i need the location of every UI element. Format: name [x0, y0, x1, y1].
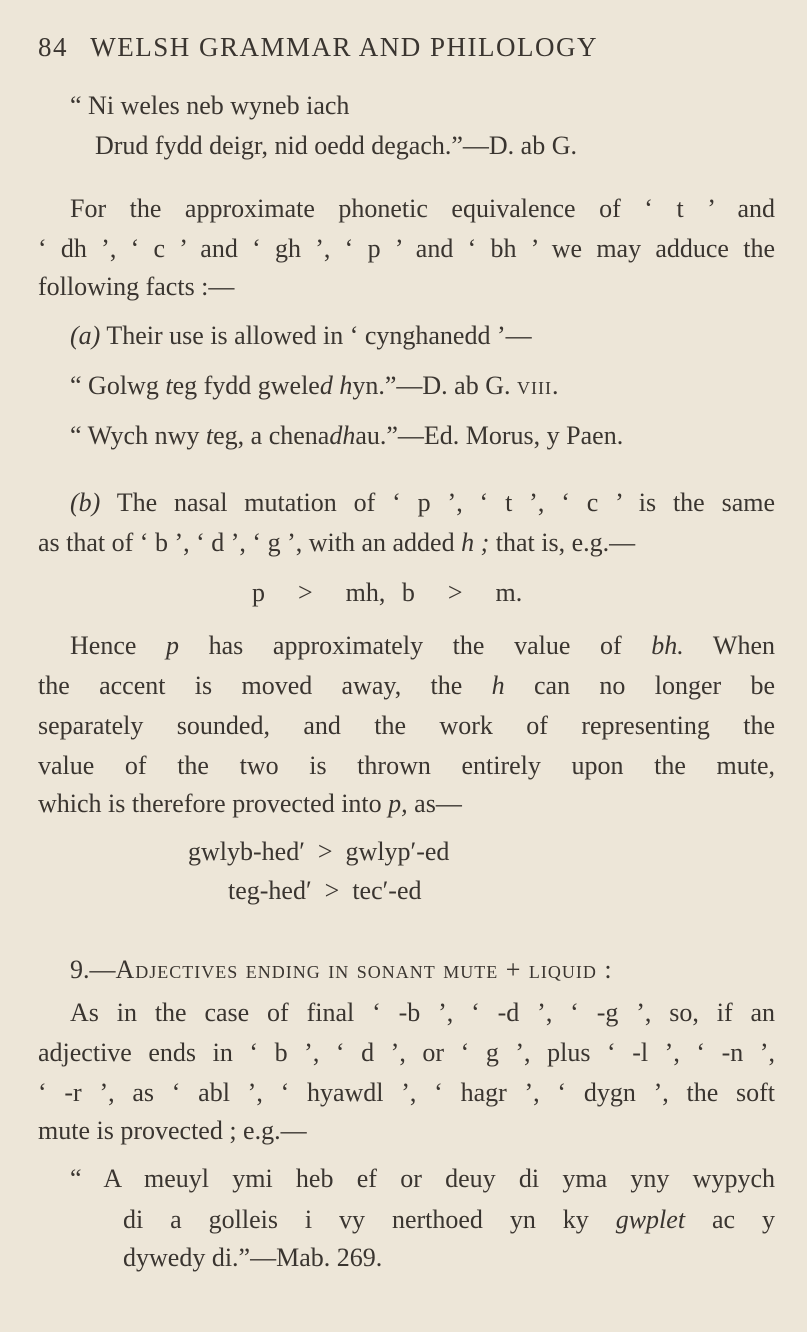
- example-row: teg-hed′ > tec′-ed: [228, 876, 422, 905]
- quote-line: Drud fydd deigr, nid oedd degach.”—D. ab G.: [95, 131, 577, 160]
- example-row: gwlyb-hed′ > gwlyp′-ed: [188, 837, 450, 866]
- list-item-b: (b) The nasal mutation of ‘ p ’, ‘ t ’, ‘ c ’ is the same: [70, 488, 775, 517]
- paragraph-line: the accent is moved away, the h can no longer be: [38, 671, 776, 700]
- running-header: [38, 32, 750, 62]
- paragraph-line: as that of ‘ b ’, ‘ d ’, ‘ g ’, with an added h ; that is, e.g.—: [38, 528, 636, 557]
- paragraph-line: mute is provected ; e.g.—: [38, 1116, 307, 1145]
- page-number: 84: [38, 32, 68, 62]
- quote-line: “ Ni weles neb wyneb iach: [70, 91, 350, 120]
- paragraph-line: For the approximate phonetic equivalence of ‘ t ’ and: [70, 194, 775, 223]
- formula: p > mh, b > m.: [252, 578, 523, 607]
- citation-line: “ Golwg teg fydd gweled hyn.”—D. ab G. viii.: [70, 371, 560, 400]
- paragraph-line: which is therefore provected into p, as—: [38, 789, 462, 818]
- citation-line: “ Wych nwy teg, a chenadhau.”—Ed. Morus, y Paen.: [70, 421, 624, 450]
- paragraph-line: As in the case of final ‘ -b ’, ‘ -d ’, ‘ -g ’, so, if an: [70, 998, 775, 1027]
- paragraph-line: following facts :—: [38, 272, 235, 301]
- paragraph-line: value of the two is thrown entirely upon the mute,: [38, 751, 775, 780]
- paragraph-line: ‘ -r ’, as ‘ abl ’, ‘ hyawdl ’, ‘ hagr ’, ‘ dygn ’, the soft: [38, 1078, 775, 1107]
- quote-line: dywedy di.”—Mab. 269.: [123, 1243, 383, 1272]
- section-heading: 9.—Adjectives ending in sonant mute + liquid :: [70, 955, 613, 984]
- paragraph-line: adjective ends in ‘ b ’, ‘ d ’, or ‘ g ’, plus ‘ -l ’, ‘ -n ’,: [38, 1038, 775, 1067]
- list-item-a: (a) Their use is allowed in ‘ cynghanedd ’—: [70, 321, 532, 350]
- item-marker: (a): [70, 321, 101, 350]
- quote-line: di a golleis i vy nerthoed yn ky gwplet ac y: [123, 1205, 775, 1234]
- paragraph-line: separately sounded, and the work of representing the: [38, 711, 775, 740]
- paragraph-line: Hence p has approximately the value of bh. When: [70, 631, 775, 660]
- running-title: WELSH GRAMMAR AND PHILOLOGY: [90, 32, 599, 62]
- paragraph-line: ‘ dh ’, ‘ c ’ and ‘ gh ’, ‘ p ’ and ‘ bh ’ we may adduce the: [38, 234, 775, 263]
- quote-line: “ A meuyl ymi heb ef or deuy di yma yny wypych: [70, 1164, 775, 1193]
